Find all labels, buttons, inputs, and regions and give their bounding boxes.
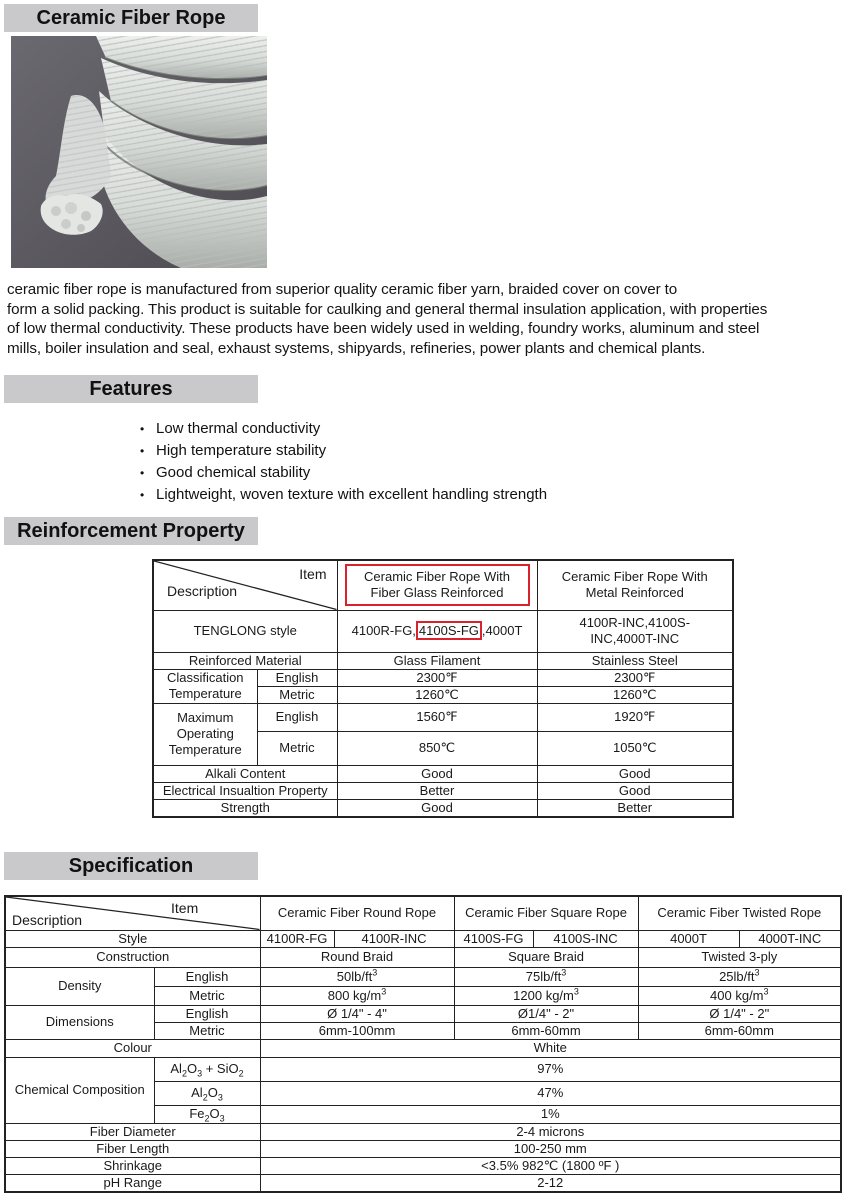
table-header-row [5,896,841,930]
cell: Good [337,765,537,782]
row-label: pH Range [5,1174,260,1192]
reinforcement-table [152,559,734,818]
unit-label: English [257,669,337,686]
table-row [5,1157,841,1174]
cell: 6mm-100mm [260,1022,454,1039]
table-row [153,703,733,731]
table-row [5,930,841,947]
header-round-rope: Ceramic Fiber Round Rope [260,896,454,930]
cell: $50lb/ft^3$ [260,967,454,986]
cell: Better [337,782,537,799]
cell: Good [537,765,733,782]
table-row [5,967,841,986]
cell: 2300℉ [537,669,733,686]
row-label: Reinforced Material [153,652,337,669]
highlight-box: 4100S-FG [416,621,482,640]
formula-cell: $Al_2O_3$ [154,1081,260,1105]
table-row [5,1039,841,1057]
cell: 2-12 [260,1174,841,1192]
cell: $25lb/ft^3$ [638,967,841,986]
features-list [140,418,547,506]
intro-line: mills, boiler insulation and seal, exhaust systems, shipyards, refineries, power plants and chemical plants. [7,339,706,357]
style-metal: 4100R-INC,4100S- INC,4000T-INC [537,610,733,652]
row-label: Alkali Content [153,765,337,782]
cell: 4100R-INC [334,930,454,947]
cell: 850℃ [337,731,537,765]
cell: 1260℃ [537,686,733,703]
cell: 1560℉ [337,703,537,731]
cell: Round Braid [260,947,454,967]
formula-cell: $Al_2O_3 + SiO_2$ [154,1057,260,1081]
table-row [153,669,733,686]
cell: 100-250 mm [260,1140,841,1157]
bullet-icon: • [140,422,145,436]
cell: 6mm-60mm [638,1022,841,1039]
row-label: Shrinkage [5,1157,260,1174]
cell: 1050℃ [537,731,733,765]
rope-coil-image [11,36,267,268]
highlight-box: Ceramic Fiber Rope With Fiber Glass Reinforced [346,565,529,605]
cell: 2-4 microns [260,1123,841,1140]
style-fiberglass: 4100R-FG, 4100S-FG ,4000T [337,610,537,652]
bullet-icon: • [140,444,145,458]
cell: 4100S-INC [533,930,638,947]
header-metal: Ceramic Fiber Rope With Metal Reinforced [537,560,733,610]
cell: 1260℃ [337,686,537,703]
row-label: Classification Temperature [153,669,257,703]
cell: 4000T-INC [739,930,841,947]
table-row [5,947,841,967]
cell: 4100R-FG [260,930,334,947]
specification-heading: Specification [4,852,258,880]
table-row [153,782,733,799]
table-header-row [153,560,733,610]
intro-line: ceramic fiber rope is manufactured from superior quality ceramic fiber yarn, braided cover on cover to [7,281,678,298]
description-label: Description [12,912,83,928]
row-label: Colour [5,1039,260,1057]
formula-cell: $Fe_2O_3$ [154,1105,260,1123]
cell: 1200 $kg/m^3$ [454,986,638,1005]
table-row [153,652,733,669]
row-label: Dimensions [5,1005,154,1039]
page-title: Ceramic Fiber Rope [4,4,258,32]
cell: Good [337,799,537,817]
unit-label: Metric [154,1022,260,1039]
row-label: Maximum Operating Temperature [153,703,257,765]
cell: 800 $kg/m^3$ [260,986,454,1005]
unit-label: English [154,967,260,986]
diagonal-header-cell [5,896,260,930]
unit-label: Metric [257,686,337,703]
cell: Ø 1/4" - 2" [638,1005,841,1022]
table-row [5,1174,841,1192]
cell: Stainless Steel [537,652,733,669]
cell: 1% [260,1105,841,1123]
row-label: Electrical Insualtion Property [153,782,337,799]
cell: Ø1/4" - 2" [454,1005,638,1022]
cell: 2300℉ [337,669,537,686]
cell: 97% [260,1057,841,1081]
unit-label: Metric [257,731,337,765]
intro-line: of low thermal conductivity. These products have been widely used in welding, foundry works, aluminum and steel [7,320,760,337]
feature-item: • High temperature stability [140,440,547,462]
item-label: Item [171,900,199,916]
table-row [153,765,733,782]
description-label: Description [167,583,238,599]
bullet-icon: • [140,488,145,502]
features-heading: Features [4,375,258,403]
cell: 4100S-FG [454,930,533,947]
cell: $75lb/ft^3$ [454,967,638,986]
item-label: Item [299,566,327,582]
cell: Better [537,799,733,817]
table-row [5,1057,841,1081]
cell: White [260,1039,841,1057]
row-label: Construction [5,947,260,967]
cell: Good [537,782,733,799]
table-row [153,799,733,817]
cell: 400 $kg/m^3$ [638,986,841,1005]
cell: 6mm-60mm [454,1022,638,1039]
cell: <3.5% 982℃ (1800 ºF ) [260,1157,841,1174]
intro-line: form a solid packing. This product is suitable for caulking and general thermal insulation application, with properties [7,300,768,318]
reinforcement-heading: Reinforcement Property [4,517,258,545]
unit-label: English [154,1005,260,1022]
bullet-icon: • [140,466,145,480]
cell: 47% [260,1081,841,1105]
row-label: Fiber Length [5,1140,260,1157]
row-label: Fiber Diameter [5,1123,260,1140]
row-label: Style [5,930,260,947]
table-row [5,1140,841,1157]
row-label: Chemical Composition [5,1057,154,1123]
table-row [153,610,733,652]
unit-label: Metric [154,986,260,1005]
product-photo [11,36,267,268]
header-twisted-rope: Ceramic Fiber Twisted Rope [638,896,841,930]
unit-label: English [257,703,337,731]
row-label: TENGLONG style [153,610,337,652]
cell: Twisted 3-ply [638,947,841,967]
cell: Ø 1/4" - 4" [260,1005,454,1022]
specification-table [4,895,842,1193]
table-row [5,1123,841,1140]
diagonal-header-cell [153,560,337,610]
header-square-rope: Ceramic Fiber Square Rope [454,896,638,930]
cell: Square Braid [454,947,638,967]
table-row [5,1005,841,1022]
feature-item: • Good chemical stability [140,462,547,484]
cell: 1920℉ [537,703,733,731]
feature-item: • Lightweight, woven texture with excellent handling strength [140,484,547,506]
feature-item: • Low thermal conductivity [140,418,547,440]
cell: 4000T [638,930,739,947]
row-label: Strength [153,799,337,817]
cell: Glass Filament [337,652,537,669]
row-label: Density [5,967,154,1005]
intro-paragraph [7,280,837,358]
header-fiberglass [337,560,537,610]
